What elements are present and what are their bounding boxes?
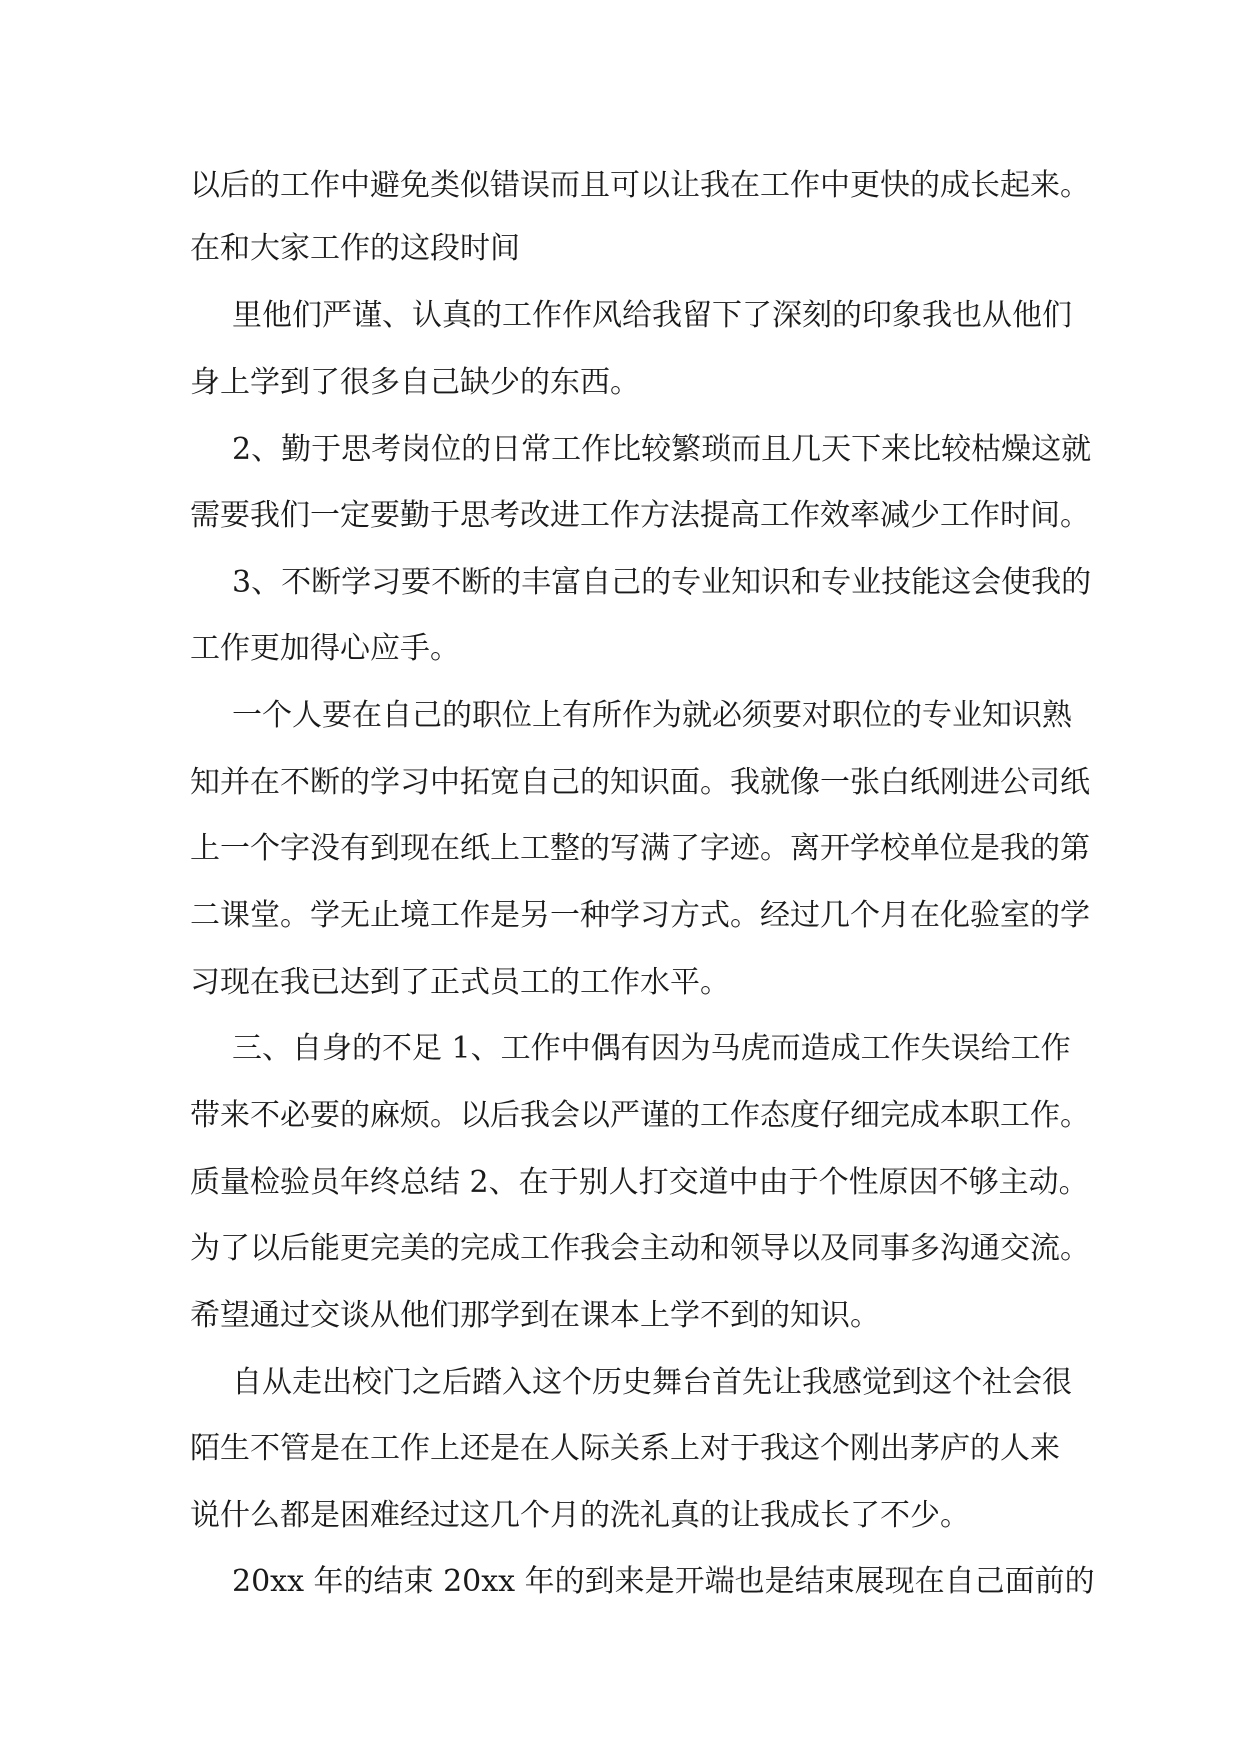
text-line: 身上学到了很多自己缺少的东西。: [190, 365, 640, 400]
text-line: 以后的工作中避免类似错误而且可以让我在工作中更快的成长起来。: [190, 168, 1090, 203]
text-line: 在和大家工作的这段时间: [190, 231, 520, 266]
text-line: 一个人要在自己的职位上有所作为就必须要对职位的专业知识熟: [232, 698, 1072, 733]
text-line: 为了以后能更完美的完成工作我会主动和领导以及同事多沟通交流。: [190, 1231, 1090, 1266]
text-line: 2、勤于思考岗位的日常工作比较繁琐而且几天下来比较枯燥这就: [232, 432, 1092, 467]
text-line: 20xx 年的结束 20xx 年的到来是开端也是结束展现在自己面前的: [232, 1564, 1095, 1599]
text-line: 三、自身的不足 1、工作中偶有因为马虎而造成工作失误给工作: [232, 1031, 1071, 1066]
text-line: 二课堂。学无止境工作是另一种学习方式。经过几个月在化验室的学: [190, 898, 1090, 933]
text-line: 质量检验员年终总结 2、在于别人打交道中由于个性原因不够主动。: [190, 1165, 1089, 1200]
text-line: 3、不断学习要不断的丰富自己的专业知识和专业技能这会使我的: [232, 565, 1092, 600]
text-line: 自从走出校门之后踏入这个历史舞台首先让我感觉到这个社会很: [232, 1365, 1072, 1400]
text-line: 希望通过交谈从他们那学到在课本上学不到的知识。: [190, 1298, 880, 1333]
text-line: 工作更加得心应手。: [190, 631, 460, 666]
text-line: 需要我们一定要勤于思考改进工作方法提高工作效率减少工作时间。: [190, 498, 1090, 533]
text-line: 里他们严谨、认真的工作作风给我留下了深刻的印象我也从他们: [232, 298, 1072, 333]
text-line: 知并在不断的学习中拓宽自己的知识面。我就像一张白纸刚进公司纸: [190, 765, 1090, 800]
text-line: 说什么都是困难经过这几个月的洗礼真的让我成长了不少。: [190, 1498, 970, 1533]
text-line: 习现在我已达到了正式员工的工作水平。: [190, 965, 730, 1000]
text-line: 带来不必要的麻烦。以后我会以严谨的工作态度仔细完成本职工作。: [190, 1098, 1090, 1133]
text-line: 陌生不管是在工作上还是在人际关系上对于我这个刚出茅庐的人来: [190, 1431, 1060, 1466]
text-line: 上一个字没有到现在纸上工整的写满了字迹。离开学校单位是我的第: [190, 831, 1090, 866]
